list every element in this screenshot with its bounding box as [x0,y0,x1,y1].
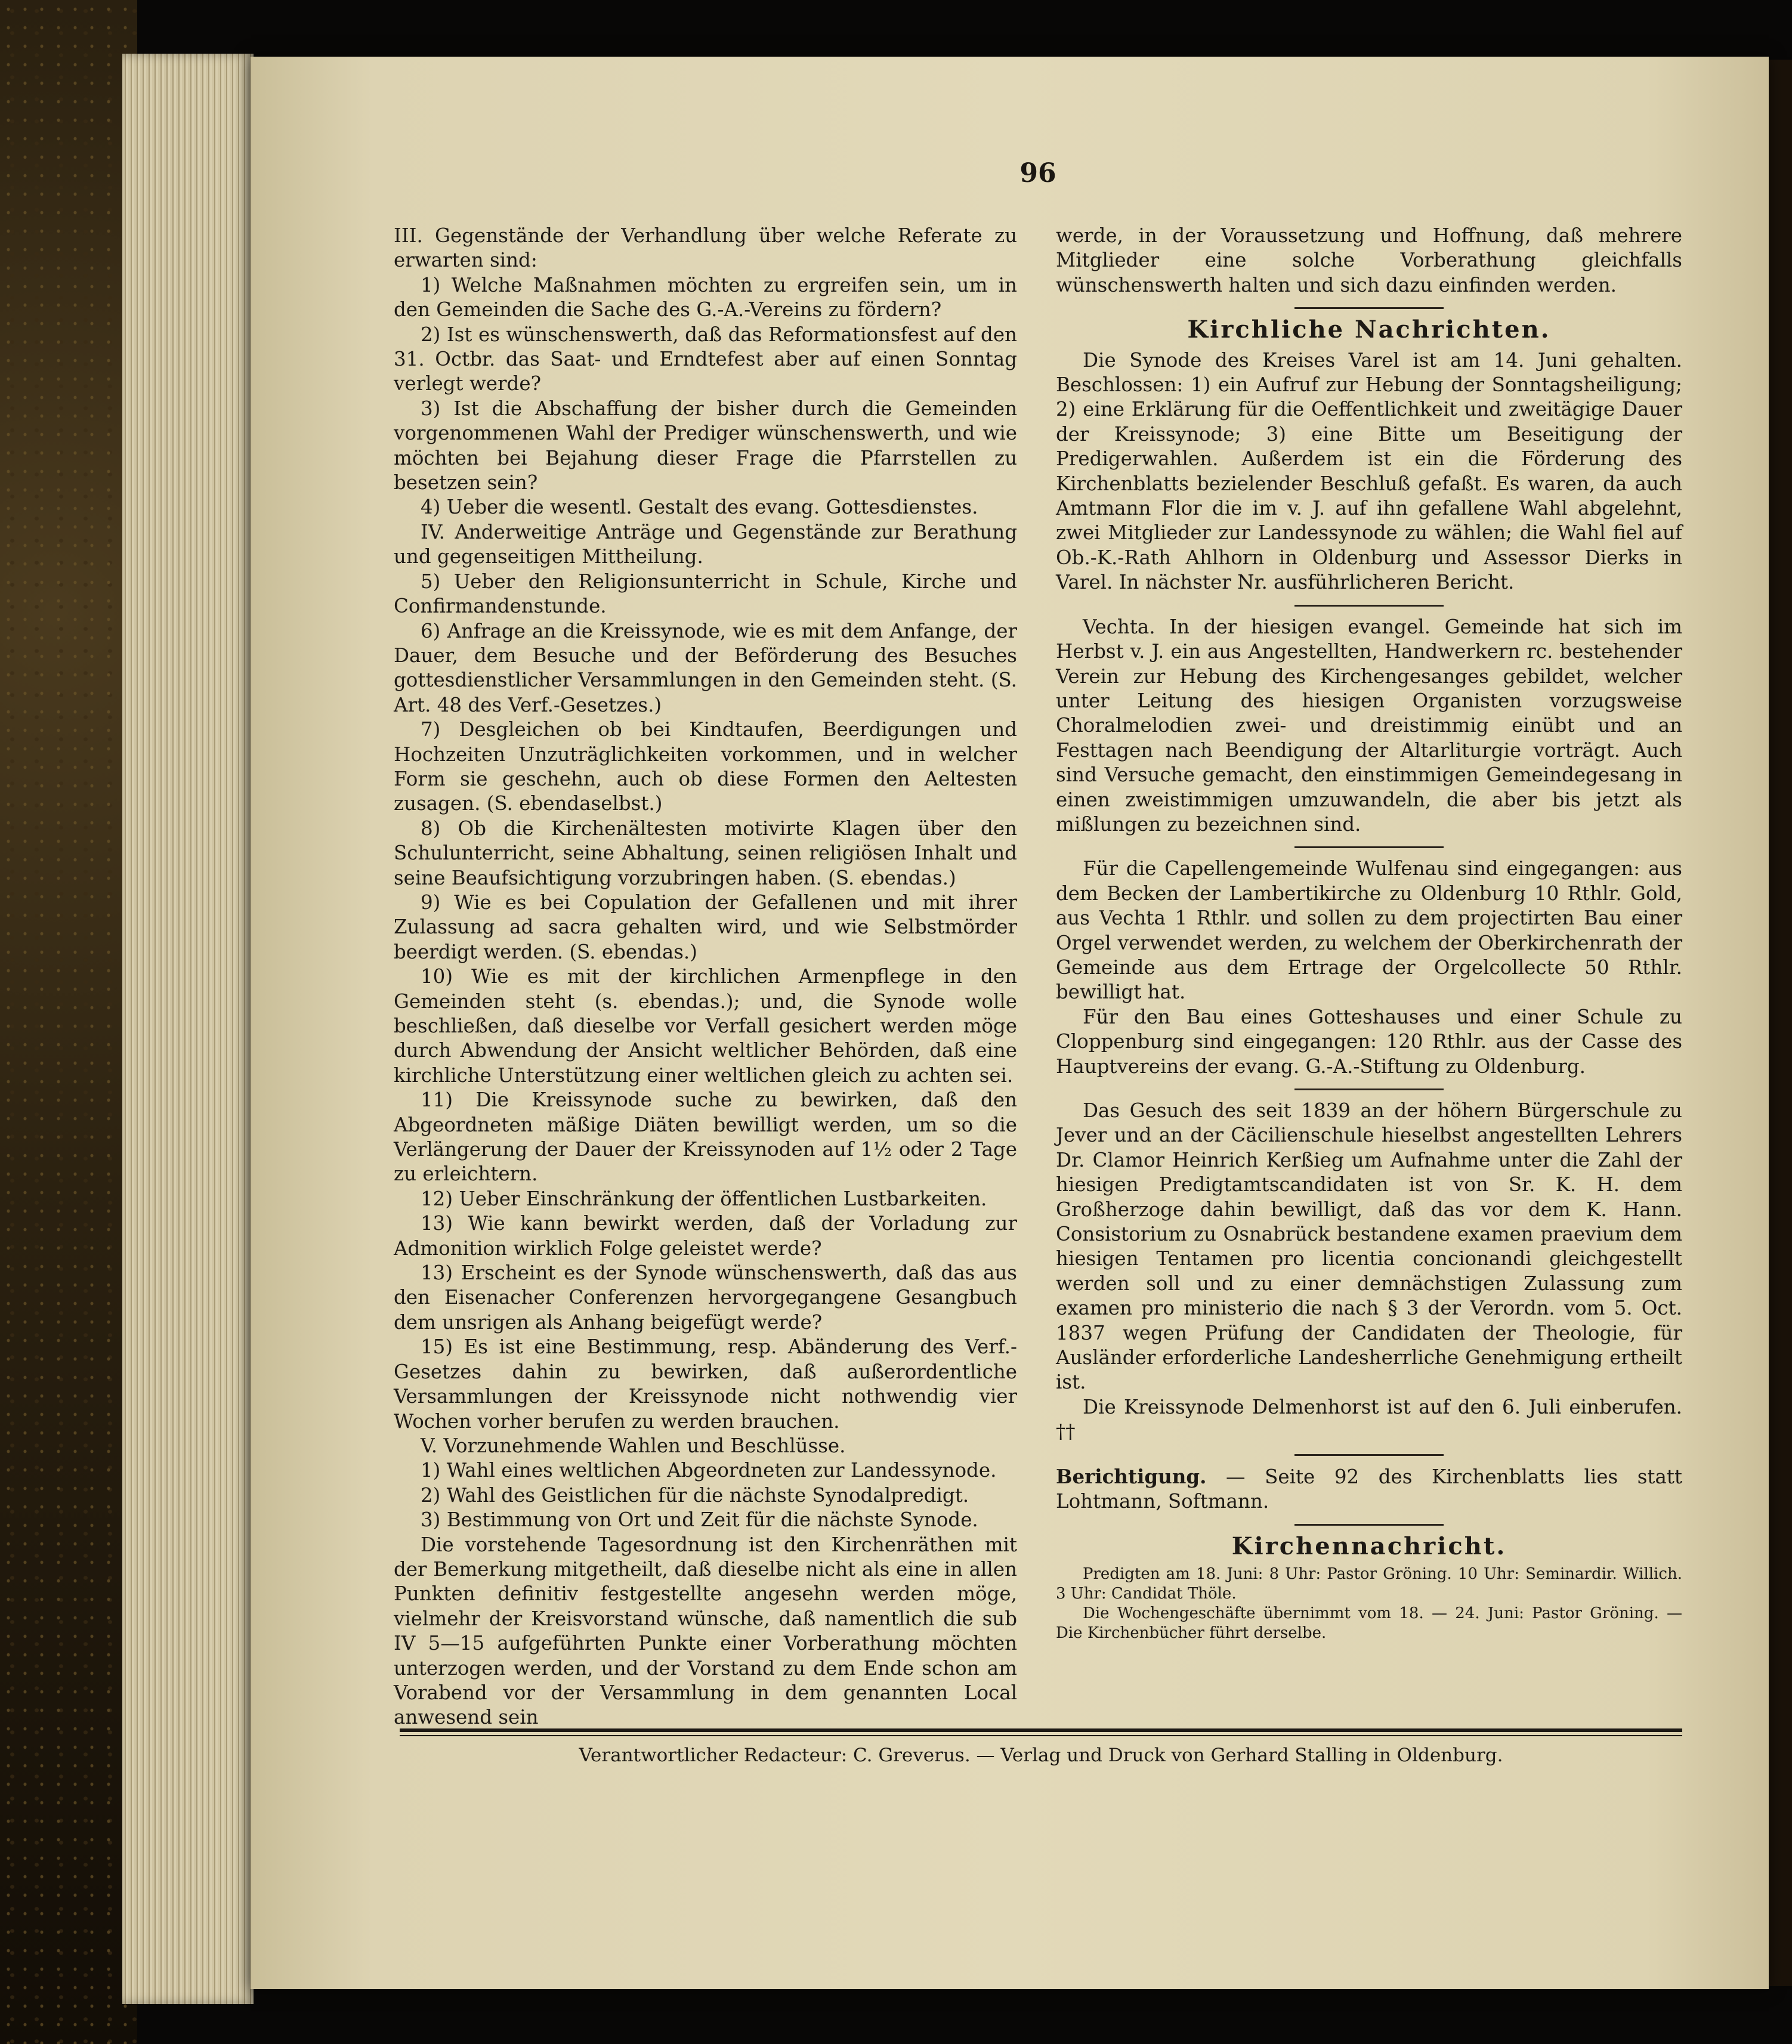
imprint-footer: Verantwortlicher Redacteur: C. Greverus. — Verlag und Druck von Gerhard Stalling in Oldenburg. [579,1745,1503,1766]
section-divider [1294,1454,1444,1456]
section-divider [1294,605,1444,607]
footer-rule-thin [400,1735,1682,1736]
agenda-item: 12) Ueber Einschränkung der öffentlichen Lustbarkeiten. [421,1187,987,1210]
agenda-item: 13) Erscheint es der Synode wünschenswerth, daß das aus den Eisenacher Conferenzen hervorgegangene Gesangbuch dem unsrigen als Anhang beigefügt werde? [394,1261,1017,1334]
news-paragraph: Vechta. In der hiesigen evangel. Gemeinde hat sich im Herbst v. J. ein aus Angestellten, Handwerkern rc. bestehender Verein zur Hebung des Kirchengesanges gebildet, welcher unter Leitung des hiesigen Organisten vorzugsweise Choralmelodien zwei- und dreistimmig einübt und an Festtagen nach Beendigung der Altarliturgie vorträgt. Auch sind Versuche gemacht, den einstimmigen Gemeindegesang in einen zweistimmigen umzuwandeln, die aber bis jetzt als mißlungen zu bezeichnen sind. [1056,615,1682,836]
continuation-paragraph: werde, in der Voraussetzung und Hoffnung, daß mehrere Mitglieder eine solche Vorberathung gleichfalls wünschenswerth halten und sich dazu einfinden werden. [1056,224,1682,296]
correction-label: Berichtigung. [1056,1464,1207,1488]
section-title-kirchennachricht: Kirchennachricht. [1231,1532,1507,1560]
announcement-paragraph: Die Wochengeschäfte übernimmt vom 18. — 24. Juni: Pastor Gröning. — Die Kirchenbücher führt derselbe. [1056,1604,1682,1642]
news-paragraph: Die Synode des Kreises Varel ist am 14. Juni gehalten. Beschlossen: 1) ein Aufruf zur Hebung der Sonntagsheiligung; 2) eine Erklärung für die Oeffentlichkeit und zweitägige Dauer der Kreissynode; 3) eine Bitte um Beseitigung der Predigerwahlen. Außerdem ist ein die Förderung des Kirchenblatts bezielender Beschluß gefaßt. Es waren, da auch Amtmann Flor die im v. J. auf ihn gefallene Wahl abgelehnt, zwei Mitglieder zur Landessynode zu wählen; die Wahl fiel auf Ob.-K.-Rath Ahlhorn in Oldenburg und Assessor Dierks in Varel. In nächster Nr. ausführlicheren Bericht. [1056,348,1682,594]
agenda-item: 4) Ueber die wesentl. Gestalt des evang. Gottesdienstes. [421,496,978,519]
agenda-item: Die vorstehende Tagesordnung ist den Kirchenräthen mit der Bemerkung mitgetheilt, daß dieselbe nicht als eine in allen Punkten definitiv festgestellte angesehn werden möge, vielmehr der Kreisvorstand wünsche, daß namentlich die sub IV 5—15 aufgeführten Punkte einer Vorberathung möchten unterzogen werden, und der Vorstand zu dem Ende schon am Vorabend vor der Versammlung in dem genannten Local anwesend sein [394,1533,1017,1729]
agenda-item: 11) Die Kreissynode suche zu bewirken, daß den Abgeordneten mäßige Diäten bewilligt werden, um so die Verlängerung der Dauer der Kreissynoden auf 1½ oder 2 Tage zu erleichtern. [394,1089,1017,1186]
agenda-item: 10) Wie es mit der kirchlichen Armenpflege in den Gemeinden steht (s. ebendas.); und, die Synode wolle beschließen, daß dieselbe vor Verfall gesichert werden möge durch Abwendung der Ansicht weltlicher Behörden, daß eine kirchliche Unterstützung einer weltlichen gleich zu achten sei. [394,965,1017,1087]
agenda-item: IV. Anderweitige Anträge und Gegenstände zur Berathung und gegenseitigen Mittheilung. [394,520,1017,568]
agenda-item: 5) Ueber den Religionsunterricht in Schule, Kirche und Confirmandenstunde. [394,570,1017,618]
section-divider [1294,1089,1444,1090]
agenda-item: 6) Anfrage an die Kreissynode, wie es mit dem Anfange, der Dauer, dem Besuche und der Beförderung des Besuches gottesdienstlicher Versammlungen in den Gemeinden steht. (S. Art. 48 des Verf.-Gesetzes.) [394,619,1017,716]
agenda-item: 3) Bestimmung von Ort und Zeit für die nächste Synode. [421,1508,978,1532]
agenda-item: 2) Ist es wünschenswerth, daß das Reformationsfest auf den 31. Octbr. das Saat- und Erndtefest aber auf einen Sonntag verlegt werde? [394,323,1017,395]
section-divider [1294,307,1444,309]
news-paragraph: Die Kreissynode Delmenhorst ist auf den 6. Juli einberufen. †† [1056,1395,1682,1443]
left-column [394,224,1017,1730]
agenda-item: 1) Wahl eines weltlichen Abgeordneten zur Landessynode. [421,1459,997,1482]
right-column [1056,224,1682,1643]
news-paragraph: Für den Bau eines Gotteshauses und einer Schule zu Cloppenburg sind eingegangen: 120 Rthlr. aus der Casse des Hauptvereins der evang. G.-A.-Stiftung zu Oldenburg. [1056,1005,1682,1078]
correction-paragraph [1056,1464,1682,1514]
page-number: 96 [1019,158,1056,188]
section-divider [1294,1524,1444,1526]
page-edges [122,54,254,2004]
agenda-item: 7) Desgleichen ob bei Kindtaufen, Beerdigungen und Hochzeiten Unzuträglichkeiten vorkommen, und in welcher Form sie geschehn, auch ob diese Formen den Aeltesten zusagen. (S. ebendaselbst.) [394,718,1017,815]
agenda-item: 15) Es ist eine Bestimmung, resp. Abänderung des Verf.-Gesetzes dahin zu bewirken, daß außerordentliche Versammlungen der Kreissynode nicht nothwendig vier Wochen vorher berufen zu werden brauchen. [394,1335,1017,1433]
news-paragraph: Das Gesuch des seit 1839 an der höhern Bürgerschule zu Jever und an der Cäcilienschule hieselbst angestellten Lehrers Dr. Clamor Heinrich Kerßieg um Aufnahme unter die Zahl der hiesigen Predigtamtscandidaten ist von Sr. K. H. dem Großherzoge dahin bewilligt, daß das vor dem K. Hann. Consistorium zu Osnabrück bestandene examen praevium dem hiesigen Tentamen pro licentia concionandi gleichgestellt werden soll und zu einer demnächstigen Zulassung zum examen pro ministerio die nach § 3 der Verordn. vom 5. Oct. 1837 wegen Prüfung der Candidaten der Theologie, für Ausländer erforderliche Landesherrliche Genehmigung ertheilt ist. [1056,1099,1682,1394]
agenda-item: 9) Wie es bei Copulation der Gefallenen und mit ihrer Zulassung ad sacra gehalten wird, und wie Selbstmörder beerdigt werden. (S. ebendas.) [394,890,1017,963]
agenda-item: V. Vorzunehmende Wahlen und Beschlüsse. [421,1434,846,1457]
news-paragraph: Für die Capellengemeinde Wulfenau sind eingegangen: aus dem Becken der Lambertikirche zu Oldenburg 10 Rthlr. Gold, aus Vechta 1 Rthlr. und sollen zu dem projectirten Bau einer Orgel verwendet werden, zu welchem der Oberkirchenrath der Gemeinde aus dem Ertrage der Orgelcollecte 50 Rthlr. bewilligt hat. [1056,857,1682,1004]
agenda-item: 2) Wahl des Geistlichen für die nächste Synodalpredigt. [421,1483,969,1507]
section-divider [1294,846,1444,848]
announcement-paragraph: Predigten am 18. Juni: 8 Uhr: Pastor Gröning. 10 Uhr: Seminardir. Willich. 3 Uhr: Candidat Thöle. [1056,1564,1682,1603]
agenda-item: 3) Ist die Abschaffung der bisher durch die Gemeinden vorgenommenen Wahl der Prediger wünschenswerth, und wie möchten bei Bejahung dieser Frage die Pfarrstellen zu besetzen sein? [394,397,1017,494]
agenda-item: 13) Wie kann bewirkt werden, daß der Vorladung zur Admonition wirklich Folge geleistet werde? [394,1212,1017,1260]
agenda-item: 8) Ob die Kirchenältesten motivirte Klagen über den Schulunterricht, seine Abhaltung, seinen religiösen Inhalt und seine Beaufsichtigung vorzubringen haben. (S. ebendas.) [394,817,1017,889]
section-title-kirchliche-nachrichten: Kirchliche Nachrichten. [1187,316,1551,344]
footer-rule [400,1728,1682,1732]
book-cover-left [0,0,137,2044]
book-cover-right [1766,60,1792,1986]
correction-text: — Seite 92 des Kirchenblatts lies statt Lohtmann, Softmann. [1056,1465,1682,1513]
agenda-item: III. Gegenstände der Verhandlung über welche Referate zu erwarten sind: [394,224,1017,272]
agenda-item: 1) Welche Maßnahmen möchten zu ergreifen sein, um in den Gemeinden die Sache des G.-A.-Vereins zu fördern? [394,273,1017,321]
